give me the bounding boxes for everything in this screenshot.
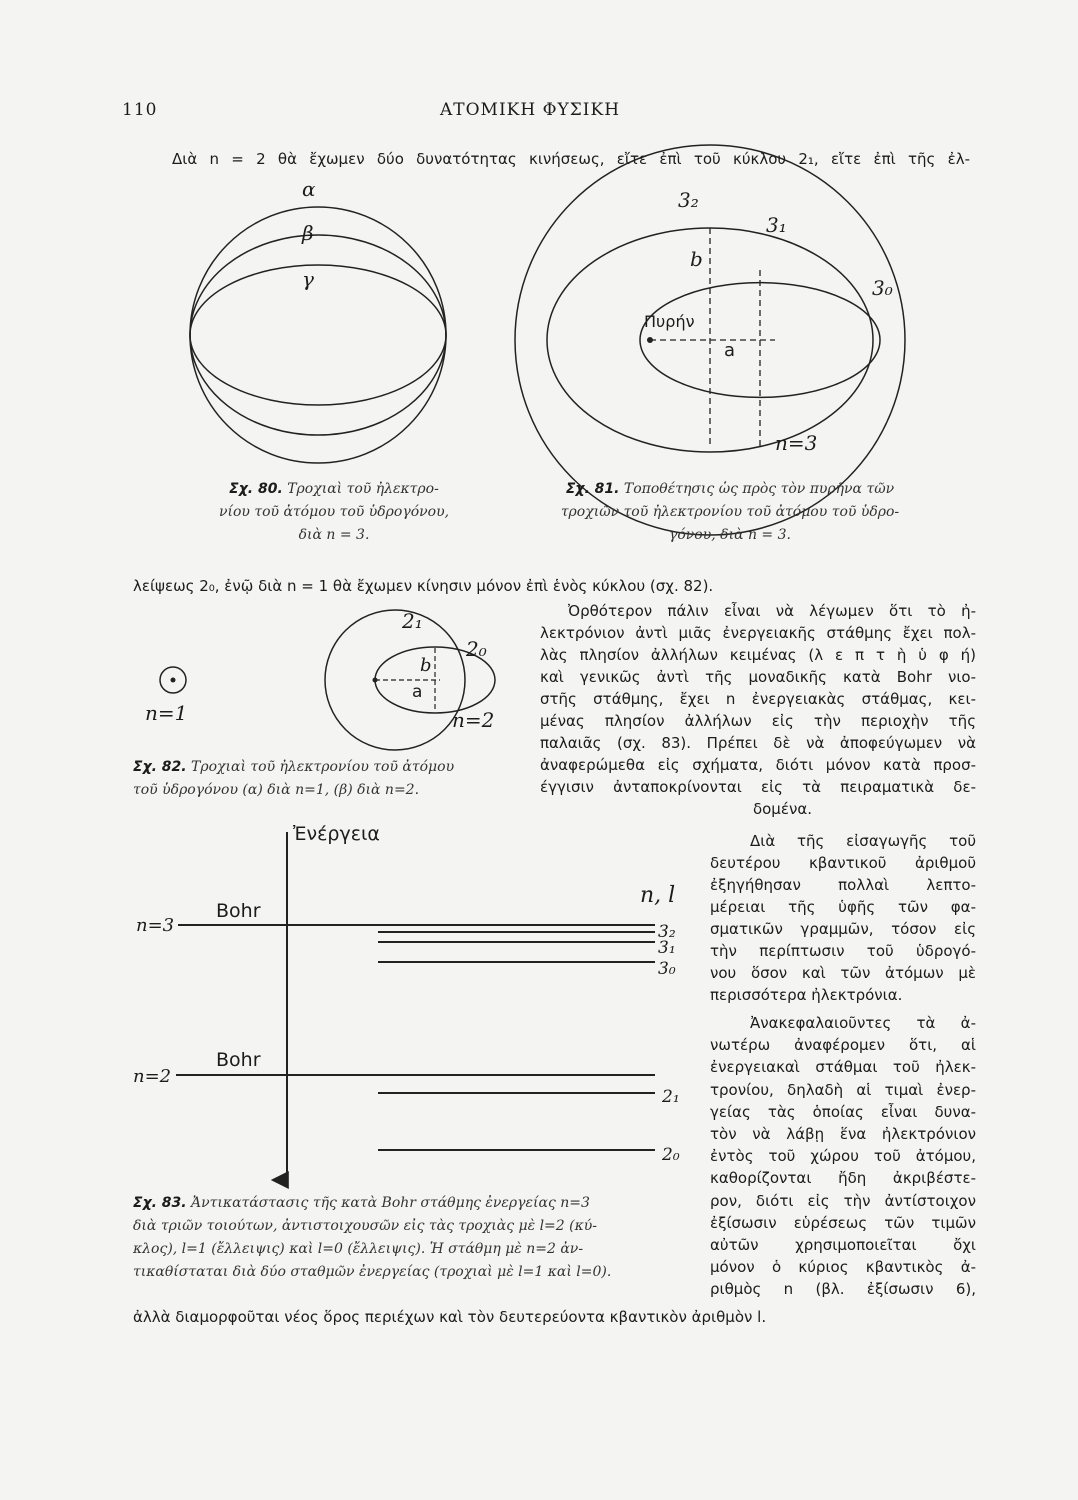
fig82-caption-label: Σχ. 82.: [133, 759, 187, 775]
fig82-orbit-21: [325, 610, 465, 750]
para3-line-3: ἐνεργειακαὶ στάθμαι τοῦ ἠλεκ-: [710, 1058, 976, 1077]
fig83-label-21: 2₁: [662, 1087, 680, 1107]
para2-line-6: τὴν περίπτωσιν τοῦ ὑδρογό-: [710, 942, 976, 960]
fig83-label-n2: n=2: [133, 1066, 172, 1087]
fig81-nucleus-dot: [647, 337, 653, 343]
para3-line-8: καθορίζονται ἤδη ἀκριβέστε-: [710, 1169, 976, 1188]
paragraph-3: [710, 1012, 976, 1301]
paragraph-2: [710, 830, 976, 1006]
para1-line-7: παλαιᾶς (σχ. 83). Πρέπει δὲ νὰ ἀποφεύγωμεν νὰ: [540, 734, 976, 752]
fig83-caption-line-3: κλος), l=1 (ἔλλειψις) καὶ l=0 (ἔλλειψις). Ἡ στάθμη μὲ n=2 ἀν-: [133, 1241, 584, 1257]
para1-line-6: μένας πλησίον ἀλλήλων εἰς τὴν περιοχὴν τῆς: [540, 712, 976, 730]
para1-line-10: δομένα.: [752, 800, 812, 818]
fig83-label-bohr3: Bohr: [216, 900, 261, 922]
fig82-label-21: 2₁: [402, 609, 423, 633]
fig80-caption-line-2: νίου τοῦ ἀτόμου τοῦ ὑδρογόνου,: [218, 504, 450, 520]
fig81-orbit-32: [515, 145, 905, 535]
para3-line-9: ρον, διότι εἰς τὴν ἀντίστοιχον: [710, 1191, 976, 1210]
page-number: 110: [122, 100, 158, 120]
fig82-caption-line-2: τοῦ ὑδρογόνου (α) διὰ n=1, (β) διὰ n=2.: [133, 782, 420, 798]
fig81-caption-label: Σχ. 81.: [565, 481, 620, 497]
fig82-nucleus-n2: [373, 678, 378, 683]
para2-line-1: Διὰ τῆς εἰσαγωγῆς τοῦ: [750, 832, 976, 850]
fig81-label-nucleus: Πυρήν: [644, 312, 695, 331]
para1-line-4: καὶ γενικῶς ἀντὶ τῆς μοναδικῆς κατὰ Bohr νιο-: [540, 668, 976, 686]
fig83-caption-line-4: τικαθίσταται διὰ δύο σταθμῶν ἐνεργείας (τροχιαὶ μὲ l=1 καὶ l=0).: [133, 1264, 612, 1280]
para3-line-12: μόνον ὁ κύριος κβαντικὸς ἀ-: [710, 1258, 976, 1277]
fig81-label-b: b: [690, 247, 703, 271]
fig81-caption-line-1: Τοποθέτησις ὡς πρὸς τὸν πυρῆνα τῶν: [623, 481, 895, 497]
fig80-label-gamma: γ: [302, 267, 314, 291]
fig81-caption: [520, 478, 940, 547]
fig81-orbit-31: [547, 228, 873, 452]
fig80-caption-line-3: διὰ n = 3.: [298, 527, 370, 543]
para3-line-7: ἐντὸς τοῦ χώρου τοῦ ἀτόμου,: [710, 1147, 976, 1166]
fig81-caption-line-2: τροχιῶν τοῦ ἠλεκτρονίου τοῦ ἀτόμου τοῦ ὑδρο-: [560, 504, 900, 520]
fig83-label-30: 3₀: [658, 959, 676, 979]
fig80-orbit-alpha: [190, 207, 446, 463]
para1-line-1: Ὀρθότερον πάλιν εἶναι νὰ λέγωμεν ὅτι τὸ ἠ-: [568, 602, 976, 620]
fig80-caption-line-1: Τροχιαὶ τοῦ ἠλεκτρο-: [287, 481, 439, 497]
para2-line-3: ἐξηγήθησαν πολλαὶ λεπτο-: [710, 876, 976, 894]
final-line: ἀλλὰ διαμορφοῦται νέος ὅρος περιέχων καὶ τὸν δευτερεύοντα κβαντικὸν ἀριθμὸν l.: [133, 1308, 767, 1326]
paragraph-1: [540, 600, 976, 820]
fig80-label-alpha: α: [302, 177, 316, 201]
fig81-label-31: 3₁: [766, 213, 787, 237]
fig83-label-bohr2: Bohr: [216, 1049, 261, 1071]
para2-line-4: μέρειαι τῆς ὑφῆς τῶν φα-: [710, 898, 976, 916]
para1-line-8: ἀναφερώμεθα εἰς σχήματα, διότι μόνον κατὰ προσ-: [540, 756, 976, 774]
fig83-label-20: 2₀: [662, 1145, 680, 1165]
fig83-caption-line-2: διὰ τριῶν τοιούτων, ἀντιστοιχουσῶν εἰς τὰς τροχιὰς μὲ l=2 (κύ-: [133, 1218, 598, 1234]
fig82-caption-line-1: Τροχιαὶ τοῦ ἠλεκτρονίου τοῦ ἀτόμου: [191, 759, 455, 775]
fig80-caption: [206, 478, 462, 547]
para1-line-2: λεκτρόνιον ἀντὶ μιᾶς ἐνεργειακῆς στάθμης ἔχει πολ-: [540, 624, 976, 642]
para3-line-2: νωτέρω ἀναφέρομεν ὅτι, αἱ: [710, 1036, 976, 1055]
fig81-label-a: a: [724, 340, 736, 361]
para2-line-5: σματικῶν γραμμῶν, τόσον εἰς: [710, 920, 976, 938]
fig83-label-31: 3₁: [658, 938, 676, 958]
running-title: ΑΤΟΜΙΚΗ ΦΥΣΙΚΗ: [440, 100, 621, 120]
para2-line-2: δευτέρου κβαντικοῦ ἀριθμοῦ: [710, 854, 976, 872]
para3-line-11: αὐτῶν χρησιμοποιεῖται ὄχι: [710, 1236, 976, 1255]
fig83-caption: [133, 1192, 689, 1284]
fig83-label-n3: n=3: [136, 915, 175, 936]
fig82-label-n2: n=2: [452, 708, 495, 732]
para1-line-3: λὰς πλησίον ἀλλήλων κειμένας (λ ε π τ ὴ ὑ φ ή): [540, 646, 976, 664]
fig82-label-b: b: [420, 655, 432, 676]
fig82-nucleus-n1: [171, 678, 176, 683]
fig82-label-20: 2₀: [466, 637, 487, 661]
fig81-label-32: 3₂: [678, 188, 699, 212]
fig83-label-32: 3₂: [658, 922, 676, 942]
line-after-figures: λείψεως 2₀, ἐνῷ διὰ n = 1 θὰ ἔχωμεν κίνησιν μόνον ἐπὶ ἑνὸς κύκλου (σχ. 82).: [133, 577, 714, 595]
para3-line-10: ἐξίσωσιν εὑρέσεως τῶν τιμῶν: [710, 1213, 976, 1232]
para3-line-4: τρονίου, δηλαδὴ αἱ τιμαὶ ἐνερ-: [710, 1080, 976, 1099]
para2-line-8: περισσότερα ἠλεκτρόνια.: [710, 986, 903, 1004]
fig80-caption-label: Σχ. 80.: [229, 481, 283, 497]
para3-line-5: γείας τὰς ὁποίας εἶναι δυνα-: [710, 1102, 976, 1121]
fig83-nl-label: n, l: [640, 883, 676, 908]
para3-line-1: Ἀνακεφαλαιοῦντες τὰ ἀ-: [750, 1014, 976, 1032]
fig83-caption-label: Σχ. 83.: [133, 1195, 187, 1211]
para2-line-7: νου ὅσον καὶ τῶν ἀτόμων μὲ: [710, 964, 976, 982]
fig80-orbit-beta: [190, 235, 446, 435]
fig82-label-a: a: [412, 682, 423, 702]
fig83-axis-label: Ἐνέργεια: [293, 823, 380, 845]
fig83-caption-line-1: Ἀντικατάστασις τῆς κατὰ Bohr στάθμης ἐνεργείας n=3: [191, 1195, 590, 1211]
fig82-orbit-20: [375, 647, 495, 713]
fig82-label-n1: n=1: [145, 701, 188, 725]
fig82-orbit-n1: [160, 667, 186, 693]
fig81-label-30: 3₀: [872, 276, 893, 300]
intro-line: Διὰ n = 2 θὰ ἔχωμεν δύο δυνατότητας κινήσεως, εἴτε ἐπὶ τοῦ κύκλου 2₁, εἴτε ἐπὶ τῆς ἐλ-: [172, 150, 970, 168]
fig81-label-n3: n=3: [775, 431, 818, 455]
fig80-orbit-gamma: [190, 265, 446, 405]
para1-line-9: έγγισιν ἀνταποκρίνονται εἰς τὰ πειραματικὰ δε-: [540, 778, 976, 796]
fig80-label-beta: β: [302, 221, 314, 245]
para3-line-6: τὸν νὰ λάβῃ ἕνα ἠλεκτρόνιον: [710, 1125, 976, 1144]
para1-line-5: στῆς στάθμης, ἔχει n ἐνεργειακὰς στάθμας, κει-: [540, 690, 976, 708]
para3-line-13: ριθμὸς n (βλ. ἐξίσωσιν 6),: [710, 1280, 976, 1299]
fig82-caption: [133, 756, 454, 802]
fig81-orbit-30: [640, 283, 880, 398]
fig81-caption-line-3: γόνου, διὰ n = 3.: [669, 527, 791, 543]
